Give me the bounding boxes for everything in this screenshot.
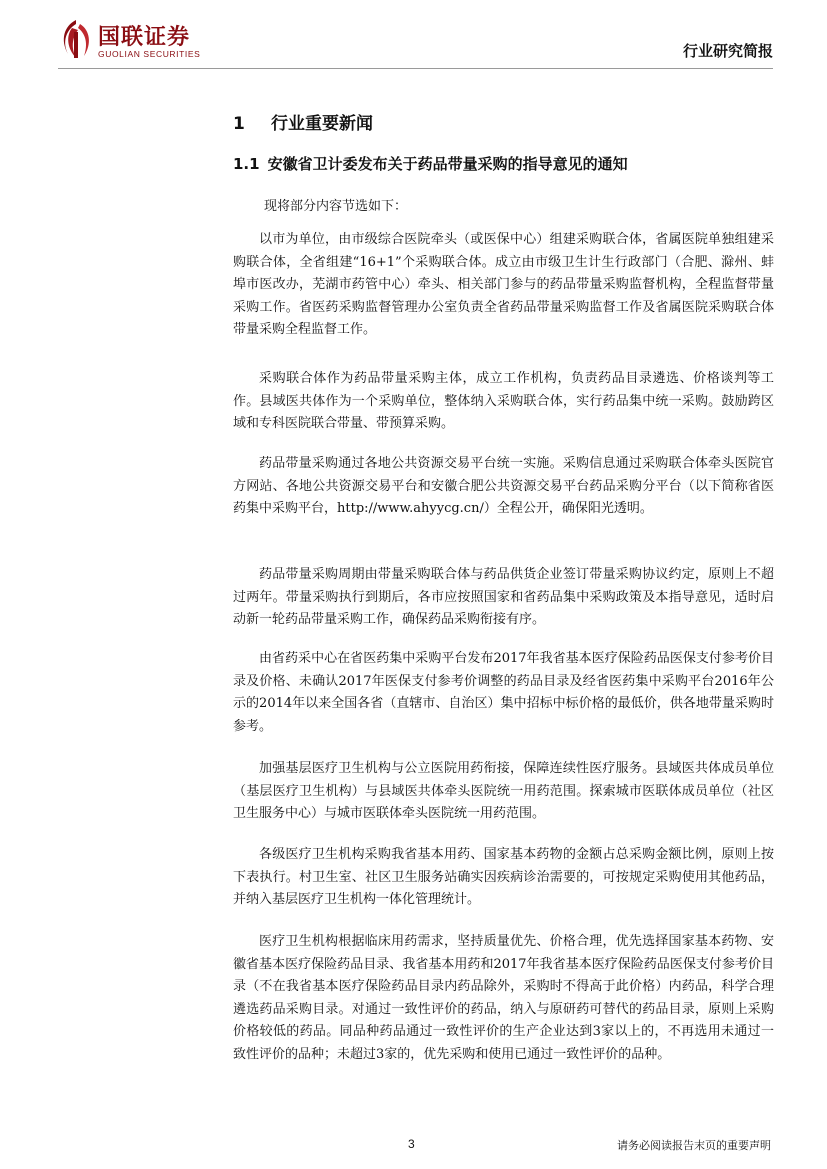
body-paragraph: 药品带量采购通过各地公共资源交易平台统一实施。采购信息通过采购联合体牵头医院官方网站、各地公共资源交易平台和安徽合肥公共资源交易平台药品采购分平台（以下简称省医药集中采购平台，http://www.ahyycg.cn/）全程公开，确保阳光透明。 [233,456,774,516]
body-paragraph: 采购联合体作为药品带量采购主体，成立工作机构，负责药品目录遴选、价格谈判等工作。县域医共体作为一个采购单位，整体纳入采购联合体，实行药品集中统一采购。鼓励跨区域和专科医院联合带量、带预算采购。 [233,371,774,431]
disclaimer-note: 请务必阅读报告末页的重要声明 [617,1139,771,1152]
body-paragraph: 药品带量采购周期由带量采购联合体与药品供货企业签订带量采购协议约定，原则上不超过两年。带量采购执行到期后，各市应按照国家和省药品集中采购政策及本指导意见，适时启动新一轮药品带量采购工作，确保药品采购衔接有序。 [233,567,774,627]
body-paragraph: 由省药采中心在省医药集中采购平台发布2017年我省基本医疗保险药品医保支付参考价目录及价格、未确认2017年医保支付参考价调整的药品目录及经省医药集中采购平台2016年公示的2014年以来全国各省（直辖市、自治区）集中招标中标价格的最低价，供各地带量采购时参考。 [233,651,774,734]
section-title: 行业重要新闻 [271,114,373,134]
body-paragraph: 各级医疗卫生机构采购我省基本用药、国家基本药物的金额占总采购金额比例，原则上按下表执行。村卫生室、社区卫生服务站确实因疾病诊治需要的，可按规定采购使用其他药品，并纳入基层医疗卫生机构一体化管理统计。 [233,847,774,907]
logo-chinese-name: 国联证券 [98,25,191,50]
guolian-logo-icon [58,18,94,60]
report-type-label: 行业研究简报 [682,42,773,60]
intro-text: 现将部分内容节选如下： [264,199,408,214]
body-paragraph: 医疗卫生机构根据临床用药需求，坚持质量优先、价格合理，优先选择国家基本药物、安徽省基本医疗保险药品目录、我省基本用药和2017年我省基本医疗保险药品医保支付参考价目录（不在我省基本医疗保险药品目录内药品除外，采购时不得高于此价格）内药品，科学合理遴选药品采购目录。对通过一致性评价的药品，纳入与原研药可替代的药品目录，原则上采购价格较低的药品。同品种药品通过一致性评价的生产企业达到3家以上的，不再选用未通过一致性评价的品种；未超过3家的，优先采购和使用已通过一致性评价的品种。 [233,934,774,1062]
subsection-number: 1.1 [233,155,260,173]
company-logo [58,18,228,62]
section-number: 1 [233,114,245,134]
section-heading [233,109,373,134]
subsection-title: 安徽省卫计委发布关于药品带量采购的指导意见的通知 [267,155,628,173]
subsection-heading [233,153,628,174]
logo-english-name: GUOLIAN SECURITIES [98,49,201,59]
header-divider [58,68,773,69]
body-paragraph: 以市为单位，由市级综合医院牵头（或医保中心）组建采购联合体，省属医院单独组建采购联合体，全省组建“16+1”个采购联合体。成立由市级卫生计生行政部门（合肥、滁州、蚌埠市医改办，芜湖市药管中心）牵头、相关部门参与的药品带量采购监督机构，全程监督带量采购工作。省医药采购监督管理办公室负责全省药品带量采购监督工作及省属医院采购联合体带量采购全程监督工作。 [233,232,774,337]
body-paragraph: 加强基层医疗卫生机构与公立医院用药衔接，保障连续性医疗服务。县域医共体成员单位（基层医疗卫生机构）与县域医共体牵头医院统一用药范围。探索城市医联体成员单位（社区卫生服务中心）与城市医联体牵头医院统一用药范围。 [233,761,774,821]
page-header [0,0,827,70]
page-number: 3 [408,1137,415,1151]
